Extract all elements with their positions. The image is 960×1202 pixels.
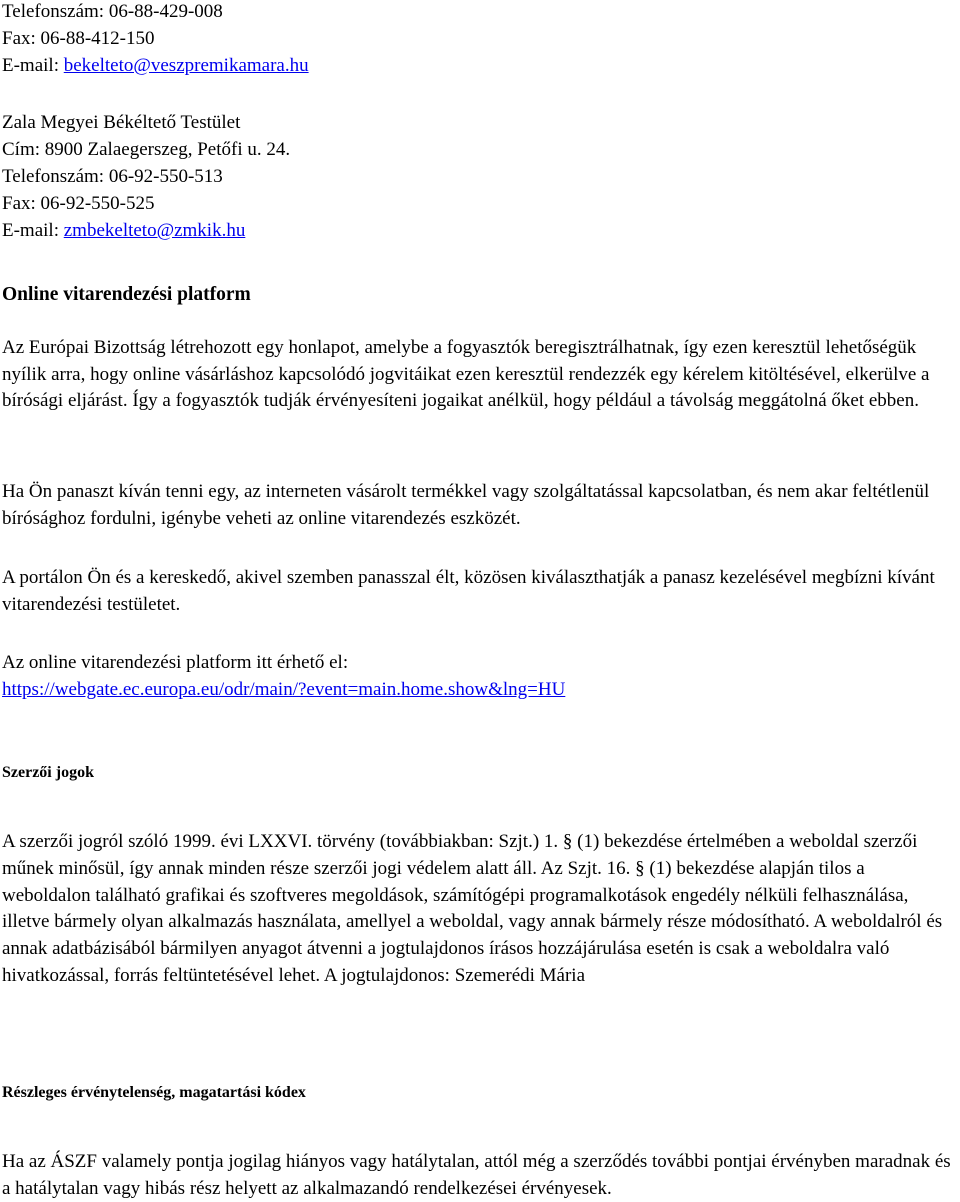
contact2-email-line <box>2 219 245 243</box>
contact1-phone: Telefonszám: 06-88-429-008 <box>2 1 223 22</box>
copyright-paragraph: A szerzői jogról szóló 1999. évi LXXVI. törvény (továbbiakban: Szjt.) 1. § (1) bekezdése értelmében a weboldal szerzői műnek minősül, így annak minden része szerzői jogi védelem alatt áll. Az Szjt. 16. § (1) bekezdése alapján tilos a weboldalon található grafikai és szoftveres megoldások, számítógépi programalkotások engedély nélküli felhasználása, illetve bármely olyan alkalmazás használata, amellyel a weboldal, vagy annak bármely része módosítható. A weboldalról és annak adatbázisából bármilyen anyagot átvenni a jogtulajdonos írásos hozzájárulása esetén is csak a weboldalra való hivatkozással, forrás feltüntetésével lehet. A jogtulajdonos: Szemerédi Mária <box>2 831 943 986</box>
contact1-email-label: E-mail: <box>2 55 64 76</box>
odr-platform-link[interactable]: https://webgate.ec.europa.eu/odr/main/?event=main.home.show&lng=HU <box>2 679 566 700</box>
invalidity-paragraph: Ha az ÁSZF valamely pontja jogilag hiányos vagy hatálytalan, attól még a szerződés további pontjai érvényben maradnak és a hatálytalan vagy hibás rész helyett az alkalmazandó rendelkezései érvényesek. <box>2 1151 951 1199</box>
contact1-fax: Fax: 06-88-412-150 <box>2 28 155 49</box>
contact2-address: Cím: 8900 Zalaegerszeg, Petőfi u. 24. <box>2 139 291 160</box>
contact2-email-label: E-mail: <box>2 220 64 241</box>
odr-platform-link-line <box>2 678 565 702</box>
contact2-phone: Telefonszám: 06-92-550-513 <box>2 166 223 187</box>
contact1-email-line <box>2 54 309 78</box>
odr-paragraph-1: Az Európai Bizottság létrehozott egy honlapot, amelybe a fogyasztók beregisztrálhatnak, így ezen keresztül lehetőségük nyílik arra, hogy online vásárláshoz kapcsolódó jogvitáikat ezen keresztül rendezzék egy kérelem kitöltésével, elkerülve a bírósági eljárást. Így a fogyasztók tudják érvényesíteni jogaikat anélkül, hogy például a távolság meggátolná őket ebben. <box>2 337 930 411</box>
contact2-fax: Fax: 06-92-550-525 <box>2 193 155 214</box>
odr-paragraph-3: A portálon Ön és a kereskedő, akivel szemben panasszal élt, közösen kiválaszthatják a panasz kezelésével megbízni kívánt vitarendezési testületet. <box>2 567 935 615</box>
odr-heading: Online vitarendezési platform <box>2 284 251 305</box>
contact2-email-link[interactable]: zmbekelteto@zmkik.hu <box>63 220 246 241</box>
invalidity-heading: Részleges érvénytelenség, magatartási kódex <box>2 1084 306 1101</box>
contact2-name: Zala Megyei Békéltető Testület <box>2 112 241 133</box>
copyright-heading: Szerzői jogok <box>2 764 94 781</box>
odr-paragraph-2: Ha Ön panaszt kíván tenni egy, az interneten vásárolt termékkel vagy szolgáltatással kapcsolatban, és nem akar feltétlenül bírósághoz fordulni, igénybe veheti az online vitarendezés eszközét. <box>2 481 930 529</box>
odr-platform-intro: Az online vitarendezési platform itt érhető el: <box>2 652 349 673</box>
contact1-email-link[interactable]: bekelteto@veszpremikamara.hu <box>63 55 309 76</box>
